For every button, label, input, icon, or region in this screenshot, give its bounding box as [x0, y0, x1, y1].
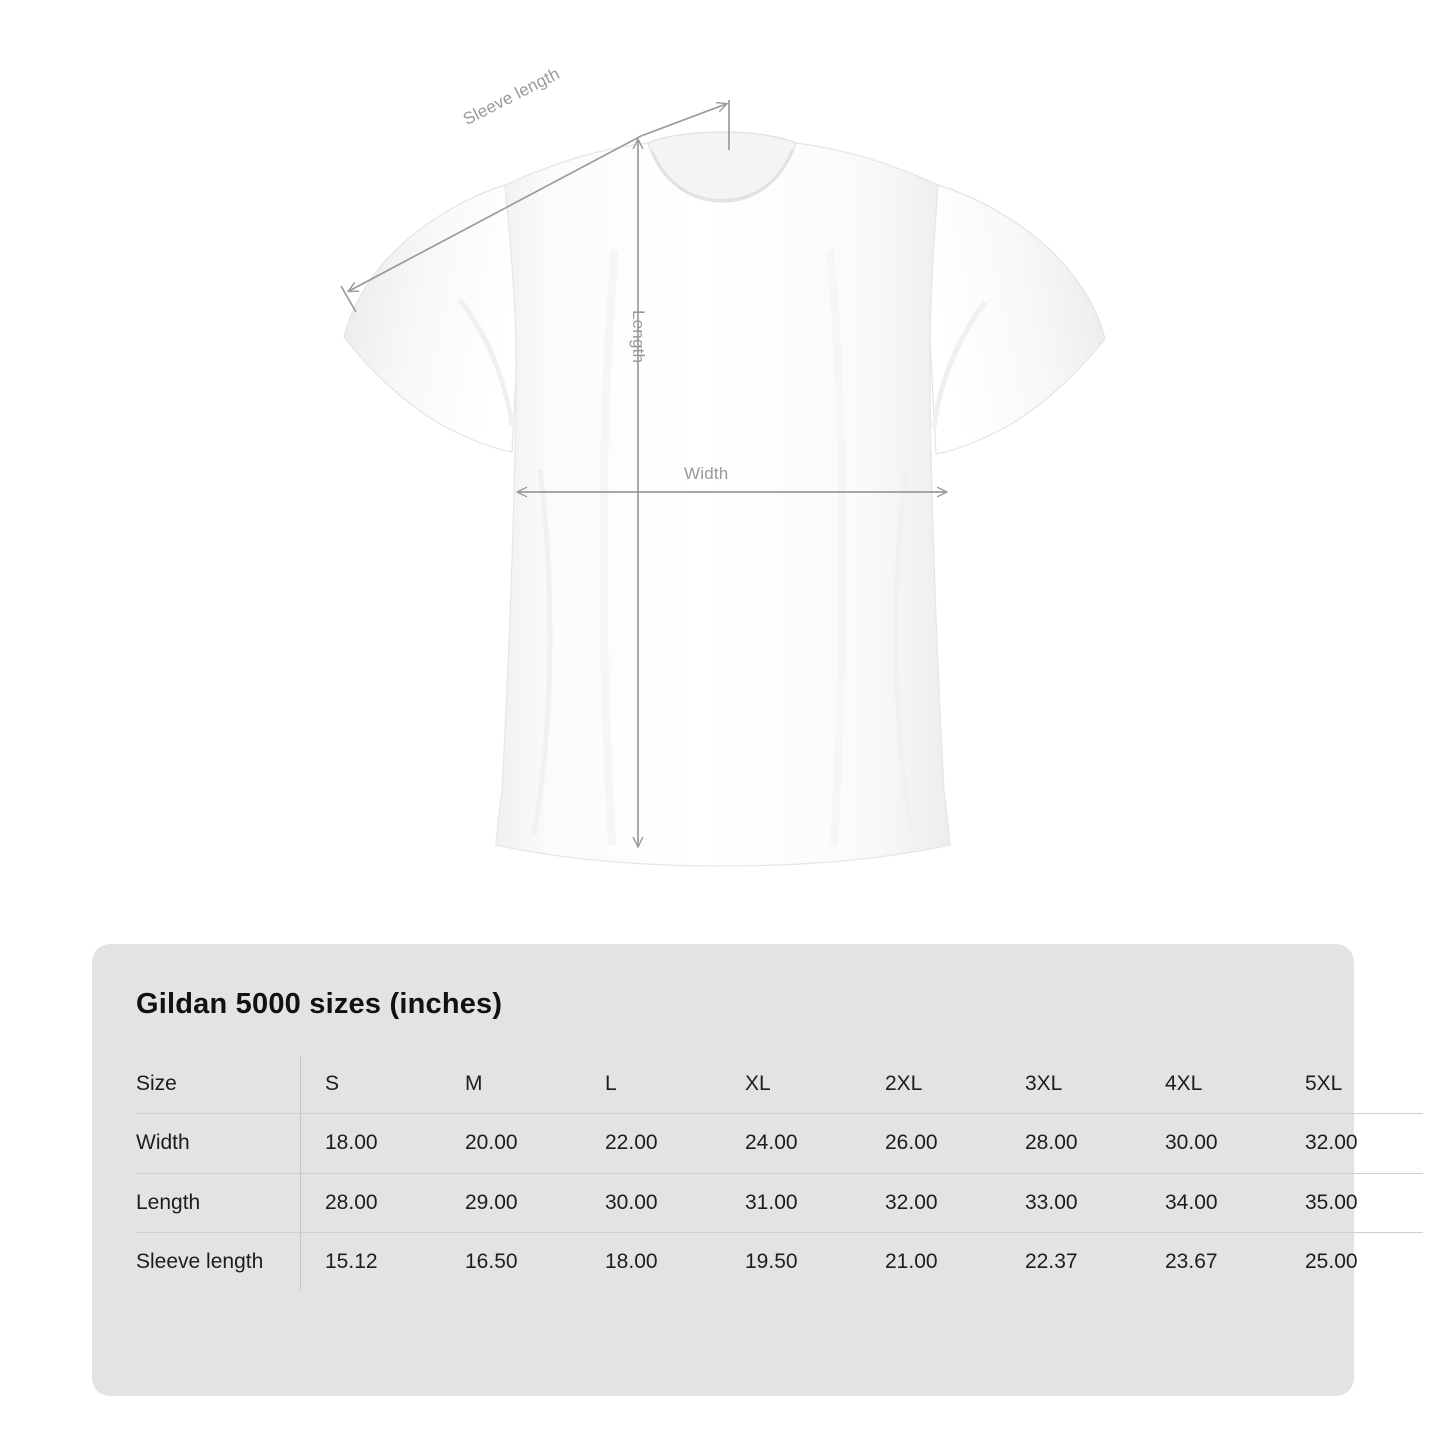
cell-length-5xl: 35.00	[1283, 1173, 1423, 1232]
size-chart-table	[136, 1055, 1423, 1291]
cell-width-l: 22.00	[583, 1114, 723, 1173]
table-row	[136, 1232, 1423, 1291]
cell-sleeve-4xl: 23.67	[1143, 1232, 1283, 1291]
cell-sleeve-5xl: 25.00	[1283, 1232, 1423, 1291]
table-header-row	[136, 1055, 1423, 1114]
row-header-width: Width	[136, 1114, 301, 1173]
table-row	[136, 1114, 1423, 1173]
cell-sleeve-2xl: 21.00	[863, 1232, 1003, 1291]
cell-width-5xl: 32.00	[1283, 1114, 1423, 1173]
column-header-m: M	[465, 1072, 483, 1096]
column-header-l: L	[605, 1072, 617, 1096]
cell-width-m: 20.00	[443, 1114, 583, 1173]
column-header-xl: XL	[745, 1072, 771, 1096]
column-header-4xl: 4XL	[1165, 1072, 1203, 1096]
row-header-sleeve-length: Sleeve length	[136, 1232, 301, 1291]
row-header-length: Length	[136, 1173, 301, 1232]
width-label: Width	[684, 464, 729, 483]
size-chart-panel	[92, 944, 1358, 1396]
cell-length-m: 29.00	[443, 1173, 583, 1232]
size-chart-title: Gildan 5000 sizes (inches)	[136, 988, 503, 1020]
cell-length-3xl: 33.00	[1003, 1173, 1143, 1232]
cell-width-s: 18.00	[303, 1114, 443, 1173]
column-header-3xl: 3XL	[1025, 1072, 1063, 1096]
column-header-5xl: 5XL	[1305, 1072, 1343, 1096]
cell-length-2xl: 32.00	[863, 1173, 1003, 1232]
cell-length-l: 30.00	[583, 1173, 723, 1232]
cell-length-xl: 31.00	[723, 1173, 863, 1232]
cell-length-s: 28.00	[303, 1173, 443, 1232]
cell-width-2xl: 26.00	[863, 1114, 1003, 1173]
sleeve-length-label: Sleeve length	[460, 64, 563, 129]
cell-sleeve-s: 15.12	[303, 1232, 443, 1291]
tshirt-shape	[344, 132, 1105, 866]
cell-sleeve-m: 16.50	[443, 1232, 583, 1291]
cell-length-4xl: 34.00	[1143, 1173, 1283, 1232]
column-header-s: S	[325, 1072, 340, 1096]
cell-width-xl: 24.00	[723, 1114, 863, 1173]
table-row	[136, 1173, 1423, 1232]
cell-width-3xl: 28.00	[1003, 1114, 1143, 1173]
length-label: Length	[629, 310, 648, 364]
cell-width-4xl: 30.00	[1143, 1114, 1283, 1173]
cell-sleeve-3xl: 22.37	[1003, 1232, 1143, 1291]
cell-sleeve-xl: 19.50	[723, 1232, 863, 1291]
column-header-2xl: 2XL	[885, 1072, 923, 1096]
column-header-size: Size	[136, 1072, 177, 1095]
cell-sleeve-l: 18.00	[583, 1232, 723, 1291]
